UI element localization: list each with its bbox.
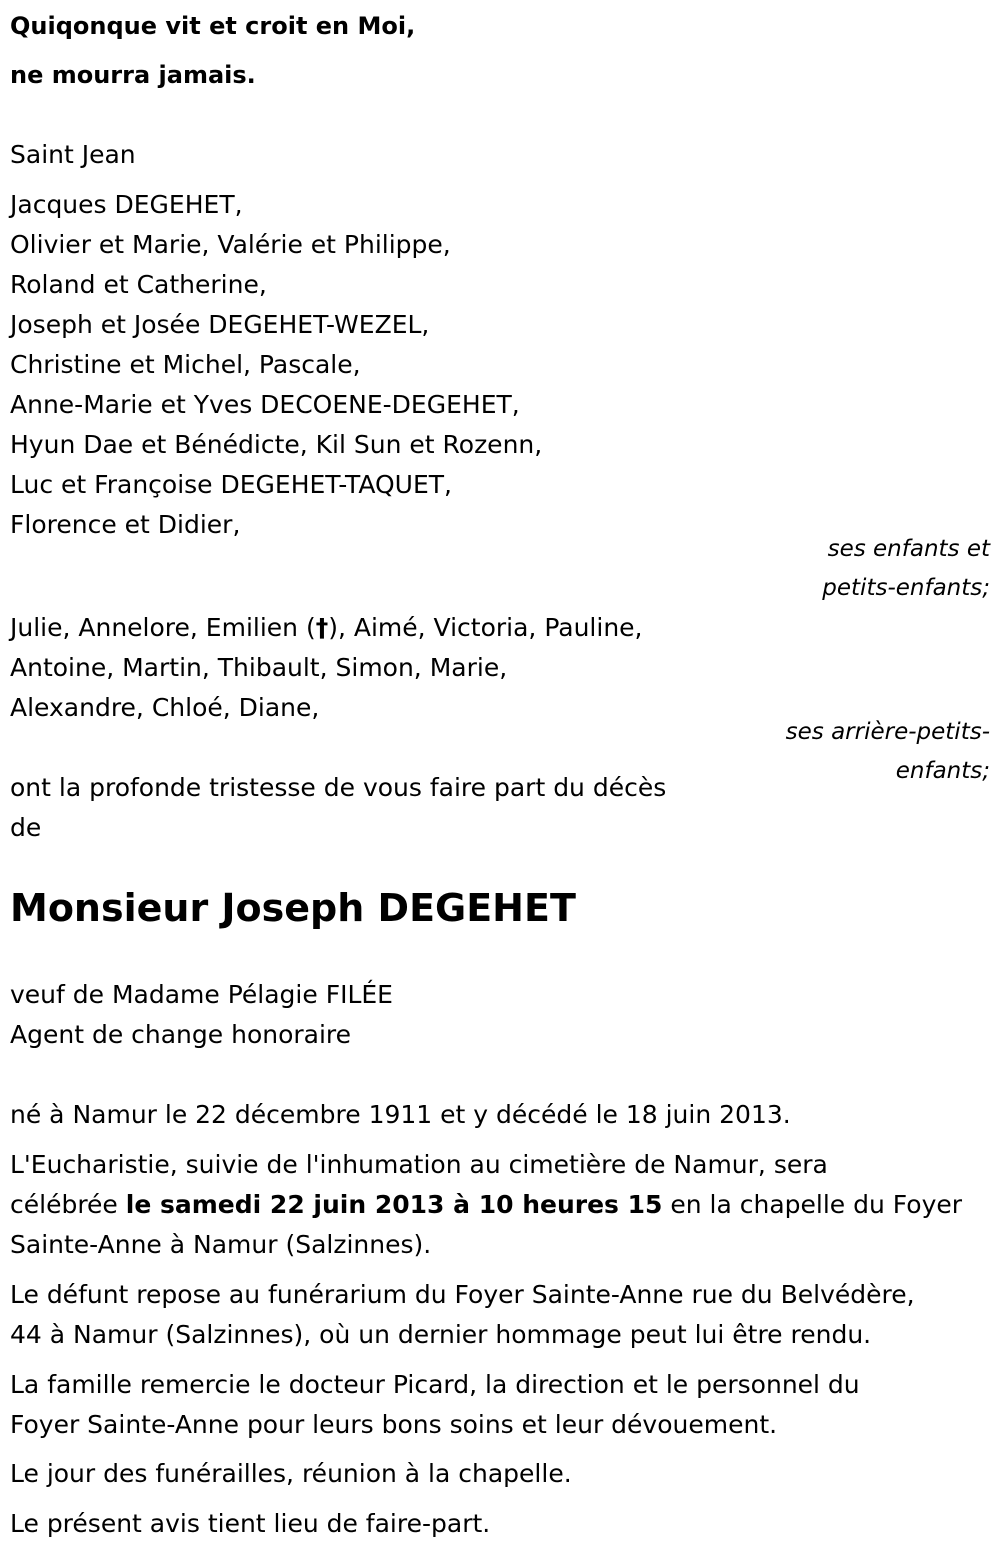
great-grandchildren-text: ), Aimé, Victoria, Pauline, bbox=[328, 613, 643, 642]
verse-source: Saint Jean bbox=[10, 140, 136, 169]
great-grandchildren-line-1 bbox=[10, 608, 643, 648]
thanks-line-1: La famille remercie le docteur Picard, la direction et le personnel du bbox=[10, 1370, 860, 1399]
children-role-line-2: petits-enfants; bbox=[822, 575, 990, 601]
great-grandchildren-text: Julie, Annelore, Emilien ( bbox=[10, 613, 316, 642]
family-line: Anne-Marie et Yves DECOENE-DEGEHET, bbox=[10, 390, 520, 419]
ceremony-line-1: L'Eucharistie, suivie de l'inhumation au cimetière de Namur, sera bbox=[10, 1150, 828, 1179]
family-line: Luc et Françoise DEGEHET-TAQUET, bbox=[10, 470, 452, 499]
announcement-line-1: ont la profonde tristesse de vous faire part du décès bbox=[10, 773, 667, 802]
ceremony-line-2 bbox=[10, 1185, 962, 1225]
great-role-line-2: enfants; bbox=[895, 758, 990, 784]
family-line: Jacques DEGEHET, bbox=[10, 190, 243, 219]
gathering-line: Le jour des funérailles, réunion à la chapelle. bbox=[10, 1459, 572, 1488]
ceremony-text: en la chapelle du Foyer bbox=[662, 1190, 963, 1219]
deceased-name: Monsieur Joseph DEGEHET bbox=[10, 886, 576, 930]
family-line: Christine et Michel, Pascale, bbox=[10, 350, 361, 379]
notice-line: Le présent avis tient lieu de faire-part. bbox=[10, 1509, 491, 1538]
thanks-line-2: Foyer Sainte-Anne pour leurs bons soins et leur dévouement. bbox=[10, 1410, 778, 1439]
family-line: Olivier et Marie, Valérie et Philippe, bbox=[10, 230, 451, 259]
ceremony-line-3: Sainte-Anne à Namur (Salzinnes). bbox=[10, 1230, 432, 1259]
deceased-spouse: veuf de Madame Pélagie FILÉE bbox=[10, 980, 393, 1009]
rest-line-2: 44 à Namur (Salzinnes), où un dernier hommage peut lui être rendu. bbox=[10, 1320, 872, 1349]
family-line: Roland et Catherine, bbox=[10, 270, 267, 299]
announcement-line-2: de bbox=[10, 813, 42, 842]
verse-line-1: Quiqonque vit et croit en Moi, bbox=[10, 12, 416, 40]
deceased-title: Agent de change honoraire bbox=[10, 1020, 352, 1049]
great-grandchildren-line-2: Antoine, Martin, Thibault, Simon, Marie, bbox=[10, 653, 508, 682]
family-line: Florence et Didier, bbox=[10, 510, 241, 539]
verse-line-2: ne mourra jamais. bbox=[10, 61, 256, 89]
ceremony-date: le samedi 22 juin 2013 à 10 heures 15 bbox=[125, 1190, 663, 1219]
birth-death-line: né à Namur le 22 décembre 1911 et y décédé le 18 juin 2013. bbox=[10, 1100, 791, 1129]
children-role-line-1: ses enfants et bbox=[827, 536, 990, 562]
family-line: Joseph et Josée DEGEHET-WEZEL, bbox=[10, 310, 430, 339]
great-role-line-1: ses arrière-petits- bbox=[785, 719, 990, 745]
cross-icon: † bbox=[315, 613, 329, 642]
great-grandchildren-line-3: Alexandre, Chloé, Diane, bbox=[10, 693, 320, 722]
rest-line-1: Le défunt repose au funérarium du Foyer Sainte-Anne rue du Belvédère, bbox=[10, 1280, 915, 1309]
family-line: Hyun Dae et Bénédicte, Kil Sun et Rozenn, bbox=[10, 430, 543, 459]
ceremony-text: célébrée bbox=[10, 1190, 126, 1219]
